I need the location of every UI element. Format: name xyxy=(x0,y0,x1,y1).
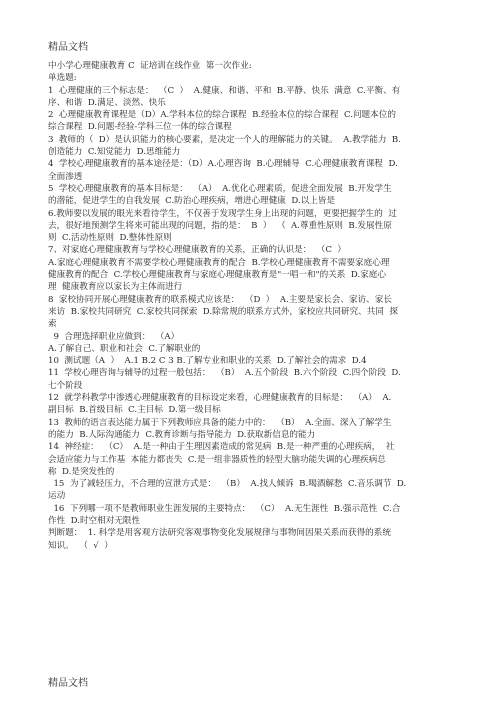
text-line: 健康教育的配合 C.学校心理健康教育与家庭心理健康教育是"一唱一和"的关系 D.家庭心 xyxy=(48,270,386,281)
text-line: 3 教师的（ D）是认识能力的核心要素，是决定一个人的理解能力的关键。 A.教学能力 B. xyxy=(48,134,401,145)
text-line: 去，很好地预测学生将来可能出现的问题，指的是： B ） （ A.尊重性原则 B.发展性原 xyxy=(48,220,392,231)
text-line: 作性 D.时空相对无限性 xyxy=(48,515,141,526)
text-line: 创造能力 C.知觉能力 D.思维能力 xyxy=(48,147,181,158)
text-line: 则 C.活动性原则 D.整体性原则 xyxy=(48,233,172,244)
text-line: 中小学心理健康教育 C 证培训在线作业 第一次作业: xyxy=(48,61,252,71)
text-line: 1 心理健康的三个标志是： （C ） A.健康、和谐、平和 B.平静、快乐 满意 C.平衡、有 xyxy=(48,85,401,96)
text-line: 知识。 （ √ ） xyxy=(48,540,113,551)
text-line: 的潜能，促进学生的自我发展 C.防治心理疾病，增进心理健康 D.以上皆是 xyxy=(48,196,336,207)
text-line: 全面渗透 xyxy=(48,171,83,182)
text-line: 5 学校心理健康教育的基本目标是： （A） A.优化心理素质，促进全面发展 B.开发学生 xyxy=(48,183,392,194)
text-line: 8 家校协同开展心理健康教育的联系模式应该是： （D ） A.主要是家长会、家访、家长 xyxy=(48,294,392,305)
text-line: 9 合理选择职业应做到： （A） xyxy=(48,331,180,342)
text-line: 来访 B.家校共同研究 C.家校共同探索 D.除常规的联系方式外，家校应共同研究、共同 探 xyxy=(48,306,398,317)
text-line: 运动 xyxy=(48,491,66,502)
text-line: 单选题: xyxy=(48,73,77,84)
text-line: 14 神经症： （C） A.是一种由于生理因素造成的常见病 B.是一种严重的心理疾病， 社 xyxy=(48,442,395,453)
text-line: 序、和谐 D.满足、淡然、快乐 xyxy=(48,97,166,108)
text-line: 11 学校心理咨询与辅导的过程一般包括： （B） A.五个阶段 B.六个阶段 C.四个阶段 D. xyxy=(48,368,401,379)
text-line: 13 教师的语言表达能力属于下列教师应具备的能力中的： （B） A.全面、深入了解学生 xyxy=(48,417,392,428)
text-line: 会适应能力与工作基 本能力都丧失 C.是一组非器质性的轻型大脑功能失调的心理疾病总 xyxy=(48,454,386,465)
text-line: 6.教师要以发展的眼光来看待学生，不仅善于发现学生身上出现的问题，更要把握学生的 过 xyxy=(48,208,397,219)
text-line: 16 下列哪一项不是教师职业生涯发展的主要特点： （C） A.无生涯性 B.强示范性 C.合 xyxy=(48,503,401,514)
text-line: 副目标 B.首级目标 C.主目标 D.第一级目标 xyxy=(48,405,221,416)
text-line: 综合课程 D.问题-经验-学科三位一体的综合课程 xyxy=(48,122,232,133)
text-line: 4 学校心理健康教育的基本途径是：（D）A.心理咨询 B.心理辅导 C.心理健康教育课程 D. xyxy=(48,159,398,170)
document-body xyxy=(48,60,456,552)
text-line: 10 测试题（A ） A.1 B.2 C 3 B.了解专业和职业的关系 D.了解社会的需求 D.4 xyxy=(48,356,367,367)
page-header: 精品文档 xyxy=(48,42,88,53)
text-line: 15 为了减轻压力，不合理的宣泄方式是： （B） A.找人倾诉 B.喝酒解愁 C.音乐调节 D. xyxy=(48,479,407,490)
text-line: 索 xyxy=(48,319,57,330)
text-line: 7、对家庭心理健康教育与学校心理健康教育的关系，正确的认识是： （C ） xyxy=(48,245,346,256)
text-line: 12 就学科教学中渗透心理健康教育的目标设定来看，心理健康教育的目标是： （A） A. xyxy=(48,393,392,404)
text-line: 的能力 B.人际沟通能力 C.教育诊断与指导能力 D.获取新信息的能力 xyxy=(48,429,316,440)
text-line: 理 健康教育应以家长为主体而进行 xyxy=(48,282,183,293)
text-line: 2 心理健康教育课程是（D）A.学科本位的综合课程 B.经验本位的综合课程 C.问题本位的 xyxy=(48,110,396,121)
text-line: 判断题： 1. 科学是用客观方法研究客观事物变化发展规律与事物间因果关系而获得的系统 xyxy=(48,528,391,539)
text-line: 七个阶段 xyxy=(48,380,83,391)
text-line: A.家庭心理健康教育不需要学校心理健康教育的配合 B.学校心理健康教育不需要家庭心理 xyxy=(48,257,390,268)
text-line: A.了解自己、职业和社会 C.了解职业的 xyxy=(48,343,201,354)
text-line: 称 D.是突发性的 xyxy=(48,466,115,477)
page-footer: 精品文档 xyxy=(48,678,88,689)
